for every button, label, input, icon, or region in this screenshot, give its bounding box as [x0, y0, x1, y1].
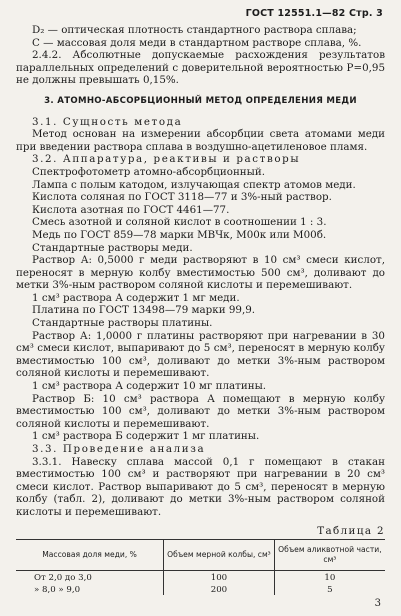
- table-cell: » 8,0 » 9,0: [34, 585, 81, 596]
- table-row: [16, 583, 385, 595]
- platinum-solution-a-content: 1 см³ раствора А содержит 10 мг платины.: [32, 380, 267, 393]
- equipment-item: Стандартные растворы меди.: [32, 241, 193, 254]
- table-cell: 200: [164, 583, 275, 595]
- table-cell: 10: [274, 571, 385, 584]
- table-header-row: [16, 540, 385, 571]
- table-caption: Таблица 2: [317, 524, 385, 537]
- line-d2-definition: D₂ — оптическая плотность стандартного раствора сплава;: [32, 24, 357, 36]
- table-cell: 100: [164, 571, 275, 584]
- platinum-solution-b-content: 1 см³ раствора Б содержит 1 мг платины.: [32, 430, 260, 443]
- subsection-3-3-title: 3.3. Проведение анализа: [32, 443, 206, 455]
- table-header-cell: Объем аликвотной части, см³: [274, 540, 385, 571]
- equipment-item: Медь по ГОСТ 859—78 марки МВЧк, М00к или М00б.: [32, 228, 327, 241]
- table-header-cell: Объем мерной колбы, см³: [164, 540, 275, 571]
- paragraph-3-1: Метод основан на измерении абсорбции света атомами меди при введении раствора сплава в воздушно-ацетиленовое пламя.: [16, 128, 385, 153]
- paragraph-3-3-1: 3.3.1. Навеску сплава массой 0,1 г помещают в стакан вместимостью 100 см³ и растворяют при нагревании в 20 см³ смеси кислот. Раствор выпаривают до 5 см³, переносят в мерную колбу (табл. 2), доливают до метки 3%-ным раствором соляной кислоты и перемешивают.: [16, 455, 385, 518]
- paragraph-platinum-solution-b: Раствор Б: 10 см³ раствора А помещают в мерную колбу вместимостью 100 см³, доливают до метки 3%-ным раствором соляной кислоты и перемешивают.: [16, 392, 385, 430]
- document-body: [16, 24, 385, 595]
- subsection-3-1-title: 3.1. Сущность метода: [32, 115, 183, 128]
- platinum-item: Платина по ГОСТ 13498—79 марки 99,9.: [32, 304, 256, 317]
- equipment-item: Кислота соляная по ГОСТ 3118—77 и 3%-ный раствор.: [32, 191, 332, 204]
- table-cell: 5: [274, 583, 385, 595]
- equipment-item: Смесь азотной и соляной кислот в соотношении 1 : 3.: [32, 216, 327, 229]
- platinum-item: Стандартные растворы платины.: [32, 317, 213, 330]
- copper-solution-a-content: 1 см³ раствора А содержит 1 мг меди.: [32, 291, 240, 304]
- page-number: 3: [374, 598, 381, 609]
- table-row: [16, 571, 385, 584]
- equipment-item: Спектрофотометр атомно-абсорбционный.: [32, 165, 265, 178]
- subsection-3-2-title: 3.2. Аппаратура, реактивы и растворы: [32, 153, 301, 166]
- equipment-item: Кислота азотная по ГОСТ 4461—77.: [32, 203, 230, 216]
- paragraph-platinum-solution-a: Раствор А: 1,0000 г платины растворяют при нагревании в 30 см³ смеси кислот, выпаривают до 5 см³, переносят в мерную колбу вместимостью 100 см³, доливают до метки 3%-ным раствором соляной кислоты и перемешивают.: [16, 329, 385, 380]
- section-3-title: 3. АТОМНО-АБСОРБЦИОННЫЙ МЕТОД ОПРЕДЕЛЕНИЯ МЕДИ: [44, 95, 357, 106]
- equipment-item: Лампа с полым катодом, излучающая спектр атомов меди.: [32, 178, 356, 191]
- paragraph-2-4-2: 2.4.2. Абсолютные допускаемые расхождения результатов параллельных определений с доверительной вероятностью P=0,95 не должны превышать 0,15%.: [16, 49, 385, 87]
- line-c-definition: C — массовая доля меди в стандартном растворе сплава, %.: [32, 36, 362, 49]
- table-cell: От 2,0 до 3,0: [34, 573, 92, 584]
- table-header-cell: Массовая доля меди, %: [16, 540, 164, 571]
- page-header: ГОСТ 12551.1—82 Стр. 3: [245, 8, 383, 19]
- table-2: [16, 539, 385, 595]
- paragraph-copper-solution-a: Раствор А: 0,5000 г меди растворяют в 10 см³ смеси кислот, переносят в мерную колбу вместимостью 500 см³, доливают до метки 3%-ным раствором соляной кислоты и перемешивают.: [16, 254, 385, 292]
